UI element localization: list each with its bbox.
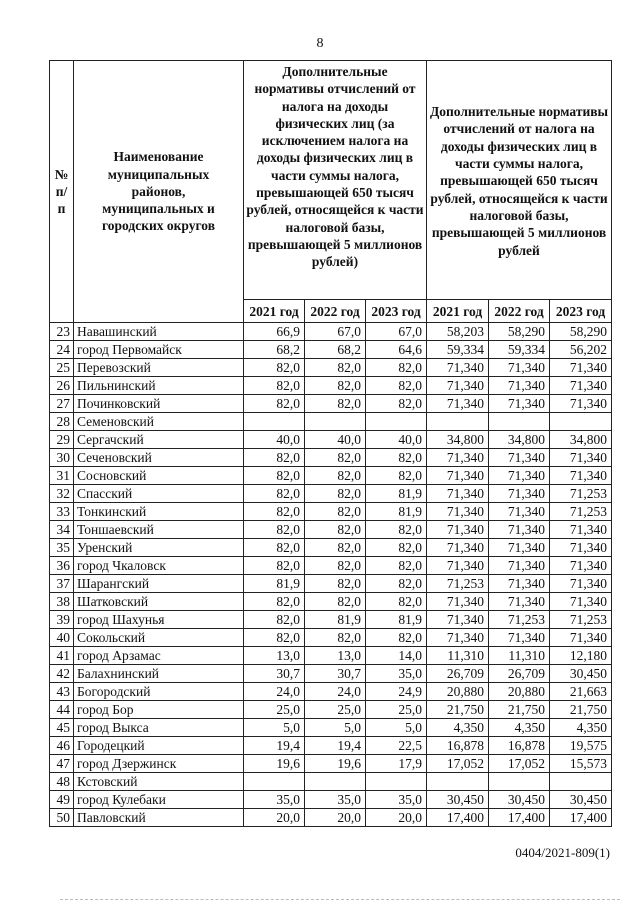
norm-value: 40,0 xyxy=(366,431,427,449)
table-row xyxy=(50,575,612,593)
norm-value: 17,400 xyxy=(427,809,489,827)
document-code: 0404/2021-809(1) xyxy=(515,845,610,860)
municipality-name: Спасский xyxy=(74,485,244,503)
header-year: 2021 год xyxy=(427,300,489,323)
norm-value: 71,253 xyxy=(550,611,612,629)
norm-value: 71,340 xyxy=(427,539,489,557)
norm-value: 30,450 xyxy=(427,791,489,809)
norm-value: 82,0 xyxy=(305,539,366,557)
table-row xyxy=(50,503,612,521)
norm-value: 21,663 xyxy=(550,683,612,701)
norm-value: 82,0 xyxy=(305,395,366,413)
norm-value: 71,340 xyxy=(427,521,489,539)
header-year: 2023 год xyxy=(366,300,427,323)
norm-value: 30,7 xyxy=(244,665,305,683)
norm-value: 59,334 xyxy=(427,341,489,359)
norm-value: 82,0 xyxy=(305,449,366,467)
norm-value xyxy=(550,773,612,791)
municipality-name: Семеновский xyxy=(74,413,244,431)
norm-value: 82,0 xyxy=(244,539,305,557)
row-number: 48 xyxy=(50,773,74,791)
norm-value: 82,0 xyxy=(244,395,305,413)
norm-value xyxy=(305,773,366,791)
row-number: 24 xyxy=(50,341,74,359)
table-row xyxy=(50,809,612,827)
norm-value: 82,0 xyxy=(305,593,366,611)
norm-value xyxy=(550,413,612,431)
table-row xyxy=(50,665,612,683)
norm-value: 34,800 xyxy=(427,431,489,449)
norm-value: 58,203 xyxy=(427,323,489,341)
norm-value: 82,0 xyxy=(366,629,427,647)
table-row xyxy=(50,701,612,719)
norm-value xyxy=(305,413,366,431)
norm-value: 71,340 xyxy=(427,395,489,413)
norm-value: 71,340 xyxy=(427,359,489,377)
norm-value: 58,290 xyxy=(550,323,612,341)
norm-value: 25,0 xyxy=(244,701,305,719)
header-num: № п/п xyxy=(50,61,74,323)
municipality-name: Пильнинский xyxy=(74,377,244,395)
norm-value: 71,340 xyxy=(550,557,612,575)
row-number: 23 xyxy=(50,323,74,341)
norm-value: 82,0 xyxy=(305,629,366,647)
table-row xyxy=(50,341,612,359)
row-number: 27 xyxy=(50,395,74,413)
norm-value: 81,9 xyxy=(244,575,305,593)
municipality-name: Шатковский xyxy=(74,593,244,611)
norm-value: 71,253 xyxy=(550,485,612,503)
norm-value: 16,878 xyxy=(489,737,550,755)
row-number: 30 xyxy=(50,449,74,467)
norm-value: 82,0 xyxy=(244,359,305,377)
norm-value: 82,0 xyxy=(244,377,305,395)
municipality-name: город Кулебаки xyxy=(74,791,244,809)
row-number: 50 xyxy=(50,809,74,827)
norm-value: 71,340 xyxy=(550,629,612,647)
row-number: 34 xyxy=(50,521,74,539)
norm-value: 71,340 xyxy=(550,359,612,377)
norm-value: 40,0 xyxy=(305,431,366,449)
norm-value: 82,0 xyxy=(366,539,427,557)
norm-value: 82,0 xyxy=(244,593,305,611)
norm-value: 71,340 xyxy=(550,593,612,611)
row-number: 41 xyxy=(50,647,74,665)
table-row xyxy=(50,683,612,701)
table-row xyxy=(50,359,612,377)
norm-value: 16,878 xyxy=(427,737,489,755)
norm-value: 71,340 xyxy=(489,503,550,521)
norm-value: 35,0 xyxy=(366,665,427,683)
norm-value: 82,0 xyxy=(244,449,305,467)
norm-value: 82,0 xyxy=(305,467,366,485)
table-body xyxy=(50,323,612,827)
table-row xyxy=(50,611,612,629)
norm-value: 71,340 xyxy=(489,377,550,395)
norm-value: 58,290 xyxy=(489,323,550,341)
row-number: 42 xyxy=(50,665,74,683)
table-row xyxy=(50,323,612,341)
norm-value: 34,800 xyxy=(550,431,612,449)
norm-value: 71,340 xyxy=(550,449,612,467)
norm-value: 35,0 xyxy=(366,791,427,809)
norm-value: 30,7 xyxy=(305,665,366,683)
norm-value: 68,2 xyxy=(305,341,366,359)
table-row xyxy=(50,557,612,575)
norm-value: 82,0 xyxy=(244,503,305,521)
norm-value: 20,0 xyxy=(305,809,366,827)
norm-value: 82,0 xyxy=(244,629,305,647)
norm-value: 71,253 xyxy=(427,575,489,593)
norm-value: 82,0 xyxy=(305,521,366,539)
norm-value: 71,340 xyxy=(427,557,489,575)
row-number: 35 xyxy=(50,539,74,557)
norm-value: 71,340 xyxy=(489,575,550,593)
row-number: 37 xyxy=(50,575,74,593)
norm-value: 30,450 xyxy=(550,665,612,683)
header-year: 2023 год xyxy=(550,300,612,323)
norm-value: 11,310 xyxy=(489,647,550,665)
norm-value: 14,0 xyxy=(366,647,427,665)
row-number: 38 xyxy=(50,593,74,611)
norm-value: 20,0 xyxy=(244,809,305,827)
row-number: 40 xyxy=(50,629,74,647)
norm-value: 11,310 xyxy=(427,647,489,665)
norm-value: 25,0 xyxy=(305,701,366,719)
norm-value: 82,0 xyxy=(305,485,366,503)
norm-value: 25,0 xyxy=(366,701,427,719)
norm-value: 35,0 xyxy=(305,791,366,809)
norm-value: 71,340 xyxy=(489,593,550,611)
municipality-name: город Шахунья xyxy=(74,611,244,629)
norm-value: 19,4 xyxy=(244,737,305,755)
row-number: 32 xyxy=(50,485,74,503)
norm-value: 4,350 xyxy=(427,719,489,737)
row-number: 47 xyxy=(50,755,74,773)
norm-value: 17,400 xyxy=(550,809,612,827)
norm-value: 24,9 xyxy=(366,683,427,701)
row-number: 26 xyxy=(50,377,74,395)
norm-value: 19,575 xyxy=(550,737,612,755)
norm-value: 71,340 xyxy=(550,467,612,485)
municipality-name: Кстовский xyxy=(74,773,244,791)
norm-value: 5,0 xyxy=(366,719,427,737)
table-row xyxy=(50,449,612,467)
norm-value xyxy=(489,773,550,791)
norm-value: 82,0 xyxy=(305,359,366,377)
norm-value: 68,2 xyxy=(244,341,305,359)
municipality-name: город Бор xyxy=(74,701,244,719)
norm-value: 71,340 xyxy=(550,395,612,413)
norm-value: 82,0 xyxy=(305,503,366,521)
norm-value: 81,9 xyxy=(366,503,427,521)
municipality-name: Богородский xyxy=(74,683,244,701)
norm-value xyxy=(366,413,427,431)
norm-value: 64,6 xyxy=(366,341,427,359)
municipality-name: Сеченовский xyxy=(74,449,244,467)
table-row xyxy=(50,791,612,809)
norm-value: 17,052 xyxy=(427,755,489,773)
norm-value xyxy=(427,773,489,791)
norm-value: 59,334 xyxy=(489,341,550,359)
header-year: 2022 год xyxy=(305,300,366,323)
norm-value: 20,880 xyxy=(489,683,550,701)
municipality-name: город Чкаловск xyxy=(74,557,244,575)
municipality-name: Перевозский xyxy=(74,359,244,377)
municipality-name: Шарангский xyxy=(74,575,244,593)
table-row xyxy=(50,413,612,431)
municipality-name: Городецкий xyxy=(74,737,244,755)
table-row xyxy=(50,647,612,665)
row-number: 45 xyxy=(50,719,74,737)
municipality-name: Балахнинский xyxy=(74,665,244,683)
norm-value: 71,340 xyxy=(489,359,550,377)
norm-value: 82,0 xyxy=(244,521,305,539)
norm-value: 82,0 xyxy=(366,575,427,593)
table-row xyxy=(50,719,612,737)
row-number: 39 xyxy=(50,611,74,629)
norm-value: 19,6 xyxy=(305,755,366,773)
norm-value: 71,340 xyxy=(489,449,550,467)
norm-value: 71,340 xyxy=(550,521,612,539)
norm-value: 71,340 xyxy=(427,449,489,467)
norm-value: 12,180 xyxy=(550,647,612,665)
norm-value: 40,0 xyxy=(244,431,305,449)
norm-value xyxy=(244,773,305,791)
table-row xyxy=(50,431,612,449)
municipality-name: Тоншаевский xyxy=(74,521,244,539)
norm-value: 82,0 xyxy=(366,521,427,539)
norm-value: 71,340 xyxy=(427,503,489,521)
norm-value: 82,0 xyxy=(305,575,366,593)
norm-value: 71,253 xyxy=(489,611,550,629)
norm-value: 82,0 xyxy=(366,449,427,467)
norm-value: 67,0 xyxy=(305,323,366,341)
norm-value: 19,4 xyxy=(305,737,366,755)
norm-value xyxy=(366,773,427,791)
norm-value: 66,9 xyxy=(244,323,305,341)
norm-value: 71,340 xyxy=(427,611,489,629)
norm-value xyxy=(244,413,305,431)
row-number: 25 xyxy=(50,359,74,377)
table-row xyxy=(50,755,612,773)
norm-value: 17,052 xyxy=(489,755,550,773)
norm-value: 21,750 xyxy=(427,701,489,719)
norm-value: 71,340 xyxy=(427,629,489,647)
norm-value: 82,0 xyxy=(366,395,427,413)
norm-value: 82,0 xyxy=(366,377,427,395)
municipality-name: город Первомайск xyxy=(74,341,244,359)
norm-value: 82,0 xyxy=(244,485,305,503)
table-row xyxy=(50,539,612,557)
norm-value: 21,750 xyxy=(489,701,550,719)
norm-value: 20,880 xyxy=(427,683,489,701)
norm-value: 71,340 xyxy=(489,557,550,575)
norm-value: 71,340 xyxy=(550,377,612,395)
municipality-name: Починковский xyxy=(74,395,244,413)
norm-value: 5,0 xyxy=(305,719,366,737)
header-year: 2022 год xyxy=(489,300,550,323)
table-row xyxy=(50,737,612,755)
row-number: 29 xyxy=(50,431,74,449)
table-row xyxy=(50,773,612,791)
row-number: 33 xyxy=(50,503,74,521)
norm-value: 67,0 xyxy=(366,323,427,341)
norm-value: 4,350 xyxy=(489,719,550,737)
norm-value: 82,0 xyxy=(305,377,366,395)
norm-value: 82,0 xyxy=(366,557,427,575)
norm-value: 26,709 xyxy=(427,665,489,683)
municipality-name: Уренский xyxy=(74,539,244,557)
norm-value: 24,0 xyxy=(244,683,305,701)
table-row xyxy=(50,467,612,485)
row-number: 44 xyxy=(50,701,74,719)
norm-value: 56,202 xyxy=(550,341,612,359)
header-year: 2021 год xyxy=(244,300,305,323)
norm-value: 22,5 xyxy=(366,737,427,755)
norm-value: 35,0 xyxy=(244,791,305,809)
row-number: 28 xyxy=(50,413,74,431)
municipality-name: Сокольский xyxy=(74,629,244,647)
norm-value: 5,0 xyxy=(244,719,305,737)
municipality-name: Тонкинский xyxy=(74,503,244,521)
table-row xyxy=(50,485,612,503)
norm-value: 17,400 xyxy=(489,809,550,827)
norm-value: 82,0 xyxy=(305,557,366,575)
municipality-name: город Выкса xyxy=(74,719,244,737)
norm-value: 20,0 xyxy=(366,809,427,827)
norm-value: 71,340 xyxy=(550,539,612,557)
norm-value: 17,9 xyxy=(366,755,427,773)
row-number: 49 xyxy=(50,791,74,809)
norm-value: 71,340 xyxy=(489,395,550,413)
norm-value: 71,253 xyxy=(550,503,612,521)
municipality-name: Павловский xyxy=(74,809,244,827)
norm-value: 82,0 xyxy=(244,611,305,629)
norm-value: 71,340 xyxy=(489,467,550,485)
norm-value: 82,0 xyxy=(366,467,427,485)
norm-value: 82,0 xyxy=(244,557,305,575)
norm-value: 71,340 xyxy=(427,593,489,611)
footer-divider xyxy=(60,899,620,900)
norm-value: 81,9 xyxy=(305,611,366,629)
norm-value xyxy=(489,413,550,431)
norm-value: 19,6 xyxy=(244,755,305,773)
norm-value: 82,0 xyxy=(366,593,427,611)
norm-value: 82,0 xyxy=(244,467,305,485)
header-group-2: Дополнительные нормативы отчислений от налога на доходы физических лиц в части суммы налога, превышающей 650 тысяч рублей, относящейся к части налоговой базы, превышающей 5 миллионов рублей xyxy=(427,61,612,300)
municipality-name: город Дзержинск xyxy=(74,755,244,773)
page-number: 8 xyxy=(316,36,324,51)
norm-value: 21,750 xyxy=(550,701,612,719)
norm-value: 30,450 xyxy=(489,791,550,809)
municipality-name: Навашинский xyxy=(74,323,244,341)
header-name: Наименование муниципальных районов, муниципальных и городских округов xyxy=(74,61,244,323)
municipality-name: город Арзамас xyxy=(74,647,244,665)
norm-value: 34,800 xyxy=(489,431,550,449)
table-row xyxy=(50,521,612,539)
table-row xyxy=(50,629,612,647)
norm-value: 71,340 xyxy=(427,377,489,395)
norm-value: 71,340 xyxy=(489,629,550,647)
norm-value: 82,0 xyxy=(366,359,427,377)
norm-value: 13,0 xyxy=(244,647,305,665)
norm-value: 71,340 xyxy=(489,521,550,539)
norm-value: 71,340 xyxy=(489,485,550,503)
norm-value: 71,340 xyxy=(550,575,612,593)
norm-value: 13,0 xyxy=(305,647,366,665)
row-number: 31 xyxy=(50,467,74,485)
table-row xyxy=(50,593,612,611)
norm-value: 71,340 xyxy=(427,467,489,485)
norm-value: 71,340 xyxy=(489,539,550,557)
norm-value: 15,573 xyxy=(550,755,612,773)
municipality-name: Сергачский xyxy=(74,431,244,449)
table-row xyxy=(50,395,612,413)
norm-value: 71,340 xyxy=(427,485,489,503)
norm-value xyxy=(427,413,489,431)
row-number: 46 xyxy=(50,737,74,755)
header-group-1: Дополнительные нормативы отчислений от налога на доходы физических лиц (за исключением налога на доходы физических лиц в части суммы налога, превышающей 650 тысяч рублей, относящейся к части налоговой базы, превышающей 5 миллионов рублей) xyxy=(244,61,427,300)
norm-value: 4,350 xyxy=(550,719,612,737)
tax-norms-table xyxy=(49,60,612,827)
row-number: 43 xyxy=(50,683,74,701)
municipality-name: Сосновский xyxy=(74,467,244,485)
row-number: 36 xyxy=(50,557,74,575)
norm-value: 81,9 xyxy=(366,485,427,503)
norm-value: 24,0 xyxy=(305,683,366,701)
table-row xyxy=(50,377,612,395)
norm-value: 30,450 xyxy=(550,791,612,809)
norm-value: 81,9 xyxy=(366,611,427,629)
norm-value: 26,709 xyxy=(489,665,550,683)
